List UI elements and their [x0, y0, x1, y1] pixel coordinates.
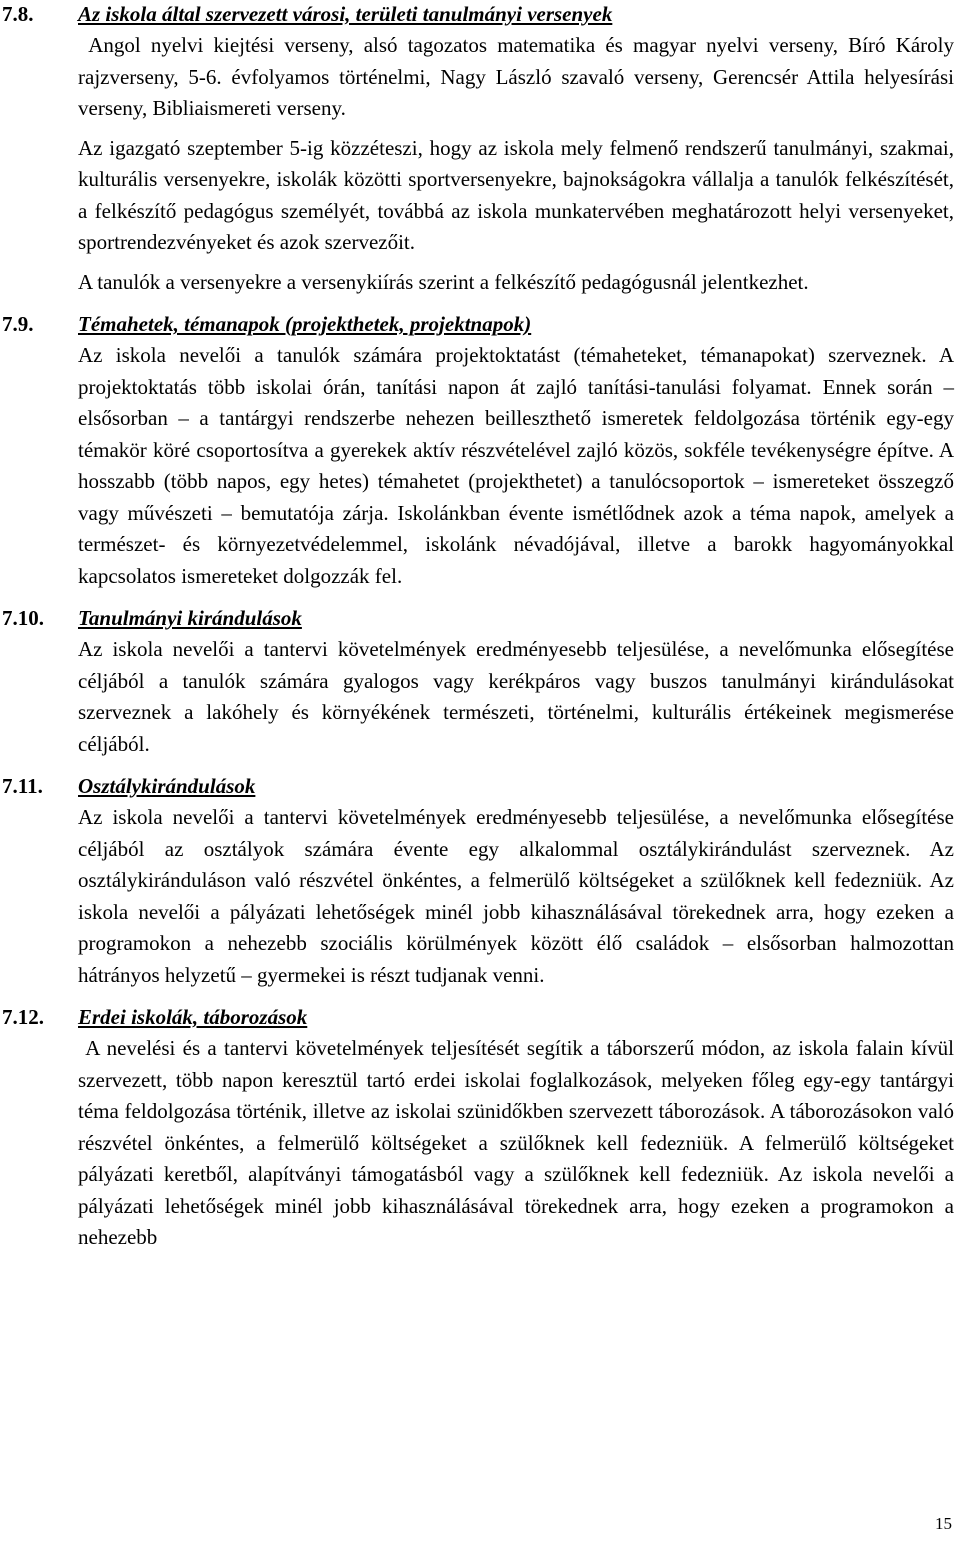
section-7-8 [2, 0, 960, 298]
section-title: Az iskola által szervezett városi, területi tanulmányi versenyek [78, 2, 613, 26]
section-title: Osztálykirándulások [78, 774, 256, 798]
page-number: 15 [935, 1514, 952, 1533]
paragraph: A tanulók a versenyekre a versenykiírás szerint a felkészítő pedagógusnál jelentkezhet. [78, 269, 809, 294]
section-number: 7.8. [2, 2, 34, 26]
section-7-10 [2, 602, 954, 760]
section-title: Tanulmányi kirándulások [78, 606, 302, 630]
paragraph: Angol nyelvi kiejtési verseny, alsó tagozatos matematika és magyar nyelvi verseny, Bíró Károly rajzverseny, 5-6. évfolyamos történelmi, Nagy László szavaló verseny, Gerencsér Attila helyesírási verseny, Bibliaismereti verseny. [78, 33, 960, 120]
section-7-11 [2, 770, 954, 991]
paragraph: A nevelési és a tantervi követelmények teljesítését segítik a táborszerű módon, az iskola falain kívül szervezett, több napon keresztül tartó erdei iskolai foglalkozások, melyeken főleg egy-egy tantárgyi téma feldolgozása történik, illetve az iskolai szünidőkben szervezett táborozások. A táborozásokon való részvétel önkéntes, a felmerülő költségeket a szülőknek kell fedezniük. A felmerülő költségeket pályázati keretből, alapítványi támogatásból vagy a szülőknek kell fedezniük. Az iskola nevelői a pályázati lehetőségek minél jobb kihasználásával törekednek arra, hogy ezeken a programokon a nehezebb [78, 1036, 960, 1249]
section-title: Erdei iskolák, táborozások [78, 1005, 308, 1029]
paragraph: Az iskola nevelői a tanulók számára projektoktatást (témaheteket, témanapokat) szerveznek. A projektoktatás több iskolai órán, tanítási napon át zajló tanítási-tanulási folyamat. Ennek során – elsősorban – a tantárgyi rendszerbe nehezen beilleszthető ismeretek feldolgozása történik egy-egy témakör köré csoportosítva a gyerekek aktív részvételével zajló közös, sokféle tevékenységre építve. A hosszabb (több napos, egy hetes) témahetet (projekthetet) a tanulócsoportok – ismereteket összegző vagy művészeti – bemutatója zárja. Iskolánkban évente ismétlődnek azok a téma napok, amelyek a természet- és környezetvédelemmel, iskolánk névadójával, illetve a barokk hagyományokkal kapcsolatos ismereteket dolgozzák fel. [78, 343, 954, 588]
section-number: 7.9. [2, 312, 34, 336]
section-7-9 [2, 308, 954, 592]
paragraph: Az igazgató szeptember 5-ig közzéteszi, hogy az iskola mely felmenő rendszerű tanulmányi, szakmai, kulturális versenyekre, iskolák közötti sportversenyekre, bajnokságokra vállalja a tanulók felkészítését, a felkészítő pedagógus személyét, továbbá az iskola munkatervében meghatározott helyi versenyeket, sportrendezvényeket és azok szervezőit. [78, 135, 954, 254]
section-number: 7.12. [2, 1005, 44, 1029]
section-title: Témahetek, témanapok (projekthetek, projektnapok) [78, 312, 532, 336]
section-7-12 [2, 1001, 960, 1254]
paragraph: Az iskola nevelői a tantervi követelmények eredményesebb teljesülése, a nevelőmunka elősegítése céljából az osztályok számára évente egy alkalommal osztálykirándulást szerveznek. Az osztálykiránduláson való részvétel önkéntes, a felmerülő költségeket a szülőknek kell fedezniük. Az iskola nevelői a pályázati lehetőségek minél jobb kihasználásával törekednek arra, hogy ezeken a programokon a nehezebb szociális körülmények között élő családok – elsősorban halmozottan hátrányos helyzetű – gyermekei is részt tudjanak venni. [78, 805, 954, 987]
section-number: 7.11. [2, 774, 43, 798]
section-number: 7.10. [2, 606, 44, 630]
paragraph: Az iskola nevelői a tantervi követelmények eredményesebb teljesülése, a nevelőmunka elősegítése céljából a tanulók számára gyalogos vagy kerékpáros vagy buszos tanulmányi kirándulásokat szerveznek a lakóhely és környékének természeti, történelmi, kulturális értékeinek megismerése céljából. [78, 637, 954, 756]
